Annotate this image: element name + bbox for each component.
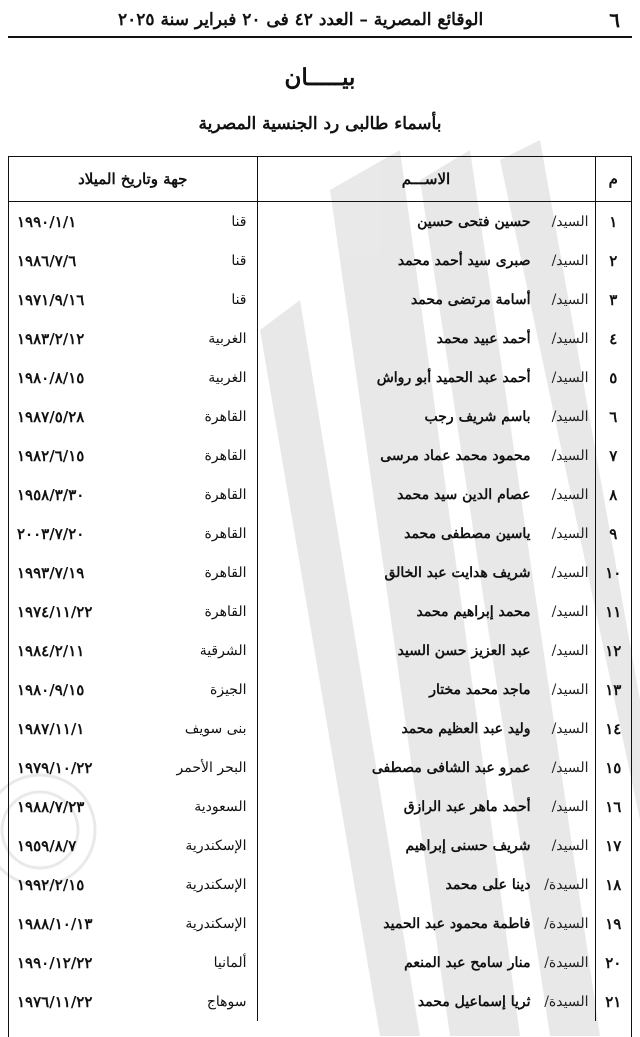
row-name-cell <box>257 553 595 592</box>
row-place-dob-cell <box>9 709 257 748</box>
column-header-place-dob: جهة وتاريخ الميلاد <box>9 157 257 202</box>
row-person-name: أحمد عبيد محمد <box>436 330 531 347</box>
row-number: ٦ <box>595 397 631 436</box>
row-person-name: منار سامح عبد المنعم <box>404 954 531 971</box>
table-row <box>9 241 631 280</box>
column-header-number: م <box>595 157 631 202</box>
table-row <box>9 319 631 358</box>
row-number: ١٦ <box>595 787 631 826</box>
row-number: ١ <box>595 202 631 242</box>
row-number: ٢٠ <box>595 943 631 982</box>
row-honorific: السيد/ <box>551 564 589 581</box>
row-name-cell <box>257 787 595 826</box>
row-number: ٢ <box>595 241 631 280</box>
table-row <box>9 202 631 242</box>
row-birthdate: ١٩٨٤/٢/١١ <box>17 641 85 660</box>
row-birthplace: ألمانيا <box>213 954 247 971</box>
row-number: ١٨ <box>595 865 631 904</box>
row-number: ٨ <box>595 475 631 514</box>
row-birthdate: ١٩٨٠/٨/١٥ <box>17 368 85 387</box>
row-birthplace: سوهاج <box>206 993 247 1010</box>
row-number: ١٩ <box>595 904 631 943</box>
row-number: ١٧ <box>595 826 631 865</box>
row-birthdate: ١٩٧٦/١١/٢٢ <box>17 992 93 1011</box>
row-person-name: ماجد محمد مختار <box>429 681 531 698</box>
row-birthdate: ١٩٩٣/٧/١٩ <box>17 563 85 582</box>
document-subtitle: بأسماء طالبى رد الجنسية المصرية <box>198 114 442 134</box>
row-name-cell <box>257 358 595 397</box>
row-name-cell <box>257 319 595 358</box>
row-birthplace: الإسكندرية <box>185 915 247 932</box>
row-birthplace: القاهرة <box>204 564 247 581</box>
table-row <box>9 826 631 865</box>
row-number: ٥ <box>595 358 631 397</box>
row-number: ٩ <box>595 514 631 553</box>
table-row <box>9 592 631 631</box>
journal-issue-line: الوقائع المصرية – العدد ٤٢ فى ٢٠ فبراير سنة ٢٠٢٥ <box>118 10 484 30</box>
row-place-dob-cell <box>9 397 257 436</box>
row-number: ١٣ <box>595 670 631 709</box>
row-birthplace: قنا <box>231 213 247 230</box>
row-person-name: عصام الدين سيد محمد <box>397 486 531 503</box>
row-birthdate: ١٩٨٧/٥/٢٨ <box>17 407 85 426</box>
row-place-dob-cell <box>9 826 257 865</box>
row-honorific: السيد/ <box>551 252 589 269</box>
table-row <box>9 358 631 397</box>
row-name-cell <box>257 241 595 280</box>
row-person-name: وليد عبد العظيم محمد <box>401 720 531 737</box>
row-name-cell <box>257 514 595 553</box>
row-honorific: السيد/ <box>551 369 589 386</box>
row-number: ١١ <box>595 592 631 631</box>
row-honorific: السيد/ <box>551 408 589 425</box>
row-person-name: شريف حسنى إبراهيم <box>405 837 531 854</box>
row-name-cell <box>257 436 595 475</box>
table-row <box>9 397 631 436</box>
row-honorific: السيد/ <box>551 525 589 542</box>
table-row <box>9 436 631 475</box>
row-honorific: السيد/ <box>551 837 589 854</box>
row-birthplace: الإسكندرية <box>185 837 247 854</box>
applicants-table <box>8 156 632 1037</box>
row-place-dob-cell <box>9 358 257 397</box>
row-birthplace: بنى سويف <box>184 720 247 737</box>
row-birthplace: الغربية <box>208 330 247 347</box>
row-person-name: ثريا إسماعيل محمد <box>417 993 531 1010</box>
row-place-dob-cell <box>9 865 257 904</box>
row-birthplace: القاهرة <box>204 603 247 620</box>
row-place-dob-cell <box>9 241 257 280</box>
row-person-name: عمرو عبد الشافى مصطفى <box>371 759 531 776</box>
row-person-name: ياسين مصطفى محمد <box>404 525 531 542</box>
row-honorific: السيد/ <box>551 447 589 464</box>
table-row <box>9 280 631 319</box>
row-place-dob-cell <box>9 787 257 826</box>
table-header-row <box>9 157 631 202</box>
row-birthdate: ١٩٧٤/١١/٢٢ <box>17 602 93 621</box>
row-person-name: عبد العزيز حسن السيد <box>397 642 531 659</box>
row-number: ٤ <box>595 319 631 358</box>
row-birthplace: الغربية <box>208 369 247 386</box>
row-place-dob-cell <box>9 514 257 553</box>
row-birthdate: ١٩٩٠/١/١ <box>17 212 77 231</box>
row-birthdate: ٢٠٠٣/٧/٢٠ <box>17 524 85 543</box>
row-birthdate: ١٩٧٩/١٠/٢٢ <box>17 758 93 777</box>
row-name-cell <box>257 631 595 670</box>
row-person-name: فاطمة محمود عبد الحميد <box>383 915 531 932</box>
row-person-name: حسين فتحى حسين <box>417 213 531 230</box>
row-person-name: باسم شريف رجب <box>424 408 531 425</box>
row-name-cell <box>257 397 595 436</box>
row-name-cell <box>257 943 595 982</box>
row-place-dob-cell <box>9 943 257 982</box>
row-name-cell <box>257 475 595 514</box>
row-place-dob-cell <box>9 670 257 709</box>
table-row <box>9 748 631 787</box>
row-place-dob-cell <box>9 592 257 631</box>
row-place-dob-cell <box>9 436 257 475</box>
row-birthplace: قنا <box>231 252 247 269</box>
row-number: ١٢ <box>595 631 631 670</box>
row-place-dob-cell <box>9 631 257 670</box>
row-person-name: أحمد ماهر عبد الرازق <box>403 798 531 815</box>
row-honorific: السيدة/ <box>544 993 589 1010</box>
row-place-dob-cell <box>9 475 257 514</box>
table-row <box>9 904 631 943</box>
row-place-dob-cell <box>9 982 257 1021</box>
row-number: ١٤ <box>595 709 631 748</box>
row-honorific: السيد/ <box>551 486 589 503</box>
table-row <box>9 475 631 514</box>
row-person-name: دينا على محمد <box>445 876 531 893</box>
page-number: ٦ <box>609 8 620 32</box>
row-birthplace: السعودية <box>194 798 247 815</box>
row-place-dob-cell <box>9 748 257 787</box>
row-name-cell <box>257 826 595 865</box>
row-number: ٢١ <box>595 982 631 1021</box>
row-name-cell <box>257 748 595 787</box>
row-honorific: السيد/ <box>551 330 589 347</box>
row-name-cell <box>257 670 595 709</box>
row-birthdate: ١٩٨٧/١١/١ <box>17 719 85 738</box>
row-number: ٣ <box>595 280 631 319</box>
row-birthplace: الجيزة <box>210 681 247 698</box>
row-birthdate: ١٩٨٨/٧/٢٣ <box>17 797 85 816</box>
row-place-dob-cell <box>9 202 257 242</box>
row-name-cell <box>257 982 595 1021</box>
row-name-cell <box>257 592 595 631</box>
row-number: ٧ <box>595 436 631 475</box>
row-number: ١٥ <box>595 748 631 787</box>
row-birthplace: الإسكندرية <box>185 876 247 893</box>
table-row <box>9 631 631 670</box>
row-number: ١٠ <box>595 553 631 592</box>
column-header-name: الاســـم <box>257 157 595 202</box>
row-birthplace: الشرقية <box>199 642 247 659</box>
table-row <box>9 787 631 826</box>
row-name-cell <box>257 709 595 748</box>
row-honorific: السيد/ <box>551 213 589 230</box>
row-birthdate: ١٩٨٠/٩/١٥ <box>17 680 85 699</box>
row-place-dob-cell <box>9 553 257 592</box>
table-row <box>9 865 631 904</box>
row-name-cell <box>257 202 595 242</box>
row-person-name: محمود محمد عماد مرسى <box>380 447 531 464</box>
row-person-name: شريف هدايت عبد الخالق <box>384 564 531 581</box>
row-birthdate: ١٩٧١/٩/١٦ <box>17 290 85 309</box>
row-name-cell <box>257 865 595 904</box>
row-honorific: السيد/ <box>551 642 589 659</box>
row-honorific: السيدة/ <box>544 954 589 971</box>
table-row <box>9 943 631 982</box>
row-name-cell <box>257 280 595 319</box>
row-birthplace: القاهرة <box>204 447 247 464</box>
row-birthdate: ١٩٩٠/١٢/٢٢ <box>17 953 93 972</box>
row-person-name: محمد إبراهيم محمد <box>416 603 531 620</box>
row-person-name: صبرى سيد أحمد محمد <box>397 252 531 269</box>
row-birthdate: ١٩٥٨/٣/٣٠ <box>17 485 85 504</box>
row-honorific: السيد/ <box>551 681 589 698</box>
row-birthdate: ١٩٩٢/٢/١٥ <box>17 875 85 894</box>
row-honorific: السيدة/ <box>544 876 589 893</box>
document-title: بيـــــان <box>284 64 356 91</box>
row-place-dob-cell <box>9 319 257 358</box>
row-place-dob-cell <box>9 904 257 943</box>
row-birthplace: القاهرة <box>204 408 247 425</box>
row-birthplace: قنا <box>231 291 247 308</box>
row-place-dob-cell <box>9 280 257 319</box>
row-person-name: أسامة مرتضى محمد <box>410 291 531 308</box>
row-birthplace: البحر الأحمر <box>176 759 247 776</box>
table-row <box>9 514 631 553</box>
row-name-cell <box>257 904 595 943</box>
row-birthplace: القاهرة <box>204 525 247 542</box>
row-birthdate: ١٩٨٢/٦/١٥ <box>17 446 85 465</box>
running-header <box>8 4 632 38</box>
row-birthplace: القاهرة <box>204 486 247 503</box>
row-honorific: السيد/ <box>551 759 589 776</box>
row-birthdate: ١٩٨٦/٧/٦ <box>17 251 77 270</box>
table-row <box>9 982 631 1021</box>
row-birthdate: ١٩٥٩/٨/٧ <box>17 836 77 855</box>
table-row <box>9 709 631 748</box>
row-honorific: السيد/ <box>551 798 589 815</box>
row-honorific: السيدة/ <box>544 915 589 932</box>
table-row <box>9 670 631 709</box>
row-birthdate: ١٩٨٨/١٠/١٣ <box>17 914 93 933</box>
row-honorific: السيد/ <box>551 603 589 620</box>
row-honorific: السيد/ <box>551 720 589 737</box>
table-row <box>9 553 631 592</box>
row-person-name: أحمد عبد الحميد أبو رواش <box>376 369 531 386</box>
row-honorific: السيد/ <box>551 291 589 308</box>
table-body <box>9 202 631 1022</box>
row-birthdate: ١٩٨٣/٢/١٢ <box>17 329 85 348</box>
